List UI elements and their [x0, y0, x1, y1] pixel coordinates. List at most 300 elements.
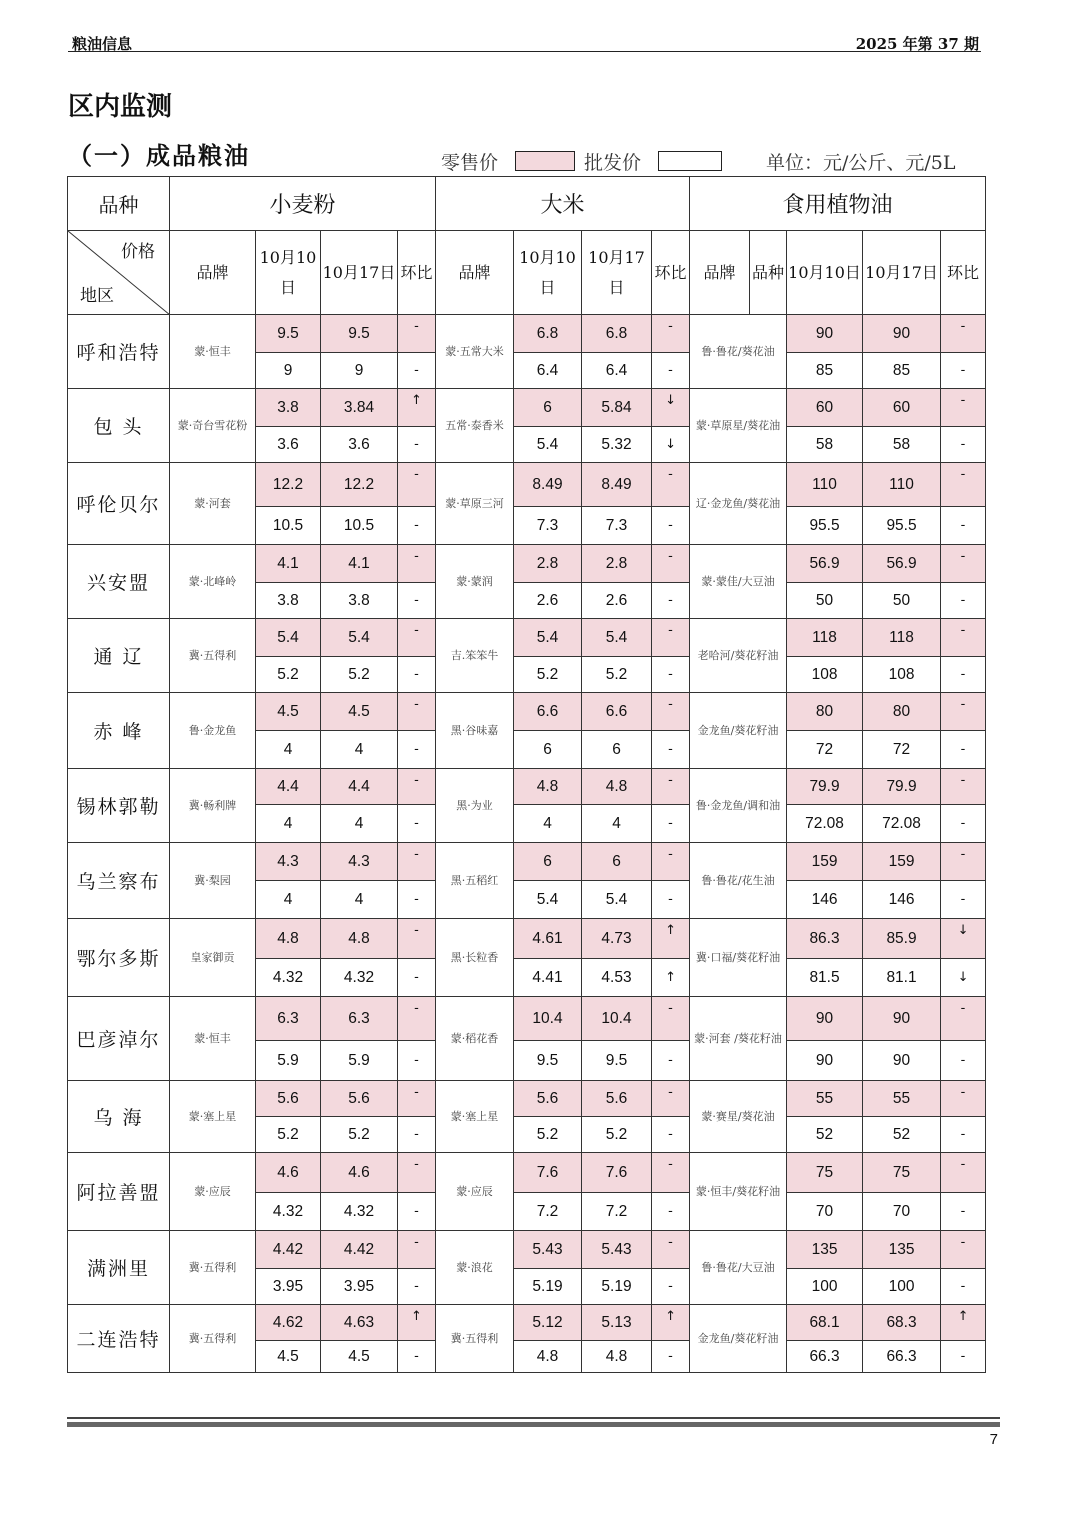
header-wheat-brand: 品牌 — [170, 231, 256, 315]
wheat-brand: 冀·梨园 — [170, 843, 256, 919]
rice-retail-price-oct10: 4.8 — [514, 769, 582, 805]
rice-wholesale-price-oct17: 5.32 — [582, 427, 652, 463]
rice-wholesale-change: - — [652, 881, 690, 919]
rice-retail-change: - — [652, 619, 690, 657]
rice-retail-change: ↓ — [652, 389, 690, 427]
wheat-wholesale-price-oct17: 4.5 — [321, 1341, 398, 1373]
oil-retail-price-oct10: 56.9 — [787, 545, 863, 583]
wheat-retail-price-oct17: 9.5 — [321, 315, 398, 353]
rice-retail-change: - — [652, 545, 690, 583]
oil-retail-change: - — [941, 693, 986, 731]
rice-wholesale-change: - — [652, 657, 690, 693]
wheat-wholesale-price-oct17: 5.2 — [321, 1117, 398, 1153]
oil-wholesale-change: - — [941, 657, 986, 693]
oil-retail-price-oct17: 159 — [863, 843, 941, 881]
oil-retail-price-oct10: 110 — [787, 463, 863, 507]
oil-wholesale-price-oct10: 108 — [787, 657, 863, 693]
wheat-retail-price-oct17: 6.3 — [321, 997, 398, 1041]
wheat-wholesale-price-oct10: 3.95 — [256, 1269, 321, 1305]
rice-wholesale-price-oct10: 6 — [514, 731, 582, 769]
wheat-wholesale-change: - — [398, 805, 436, 843]
rice-brand: 蒙·蒙润 — [436, 545, 514, 619]
rice-wholesale-price-oct17: 7.3 — [582, 507, 652, 545]
wheat-retail-price-oct10: 4.42 — [256, 1231, 321, 1269]
rice-retail-price-oct17: 7.6 — [582, 1153, 652, 1193]
oil-brand: 鲁·鲁花/葵花油 — [690, 315, 787, 389]
region-name: 乌兰察布 — [68, 843, 170, 919]
oil-retail-price-oct10: 159 — [787, 843, 863, 881]
wheat-retail-change: - — [398, 463, 436, 507]
rice-retail-price-oct17: 2.8 — [582, 545, 652, 583]
header-oil-change: 环比 — [941, 231, 986, 315]
region-name: 乌 海 — [68, 1081, 170, 1153]
rice-retail-price-oct17: 10.4 — [582, 997, 652, 1041]
rice-wholesale-change: - — [652, 353, 690, 389]
rice-brand: 蒙·稻花香 — [436, 997, 514, 1081]
header-price: 价格 — [121, 242, 155, 262]
oil-brand: 鲁·鲁花/花生油 — [690, 843, 787, 919]
oil-brand: 蒙·赛星/葵花油 — [690, 1081, 787, 1153]
wheat-retail-price-oct17: 4.42 — [321, 1231, 398, 1269]
oil-retail-price-oct17: 90 — [863, 315, 941, 353]
header-wheat-flour: 小麦粉 — [170, 177, 436, 231]
wheat-brand: 冀·五得利 — [170, 1305, 256, 1373]
oil-retail-price-oct17: 118 — [863, 619, 941, 657]
oil-wholesale-price-oct10: 146 — [787, 881, 863, 919]
rice-retail-price-oct17: 8.49 — [582, 463, 652, 507]
rice-retail-price-oct10: 10.4 — [514, 997, 582, 1041]
oil-retail-price-oct17: 60 — [863, 389, 941, 427]
oil-wholesale-change: - — [941, 507, 986, 545]
oil-retail-price-oct10: 118 — [787, 619, 863, 657]
wheat-wholesale-price-oct17: 3.8 — [321, 583, 398, 619]
wheat-retail-price-oct10: 6.3 — [256, 997, 321, 1041]
wheat-retail-change: - — [398, 315, 436, 353]
oil-retail-price-oct10: 68.1 — [787, 1305, 863, 1341]
wheat-retail-change: - — [398, 769, 436, 805]
wheat-retail-price-oct10: 4.4 — [256, 769, 321, 805]
oil-wholesale-price-oct10: 52 — [787, 1117, 863, 1153]
header-oil-brand: 品牌 — [690, 231, 750, 315]
header-oil-date2: 10月17日 — [863, 231, 941, 315]
wheat-retail-change: ↑ — [398, 389, 436, 427]
oil-retail-price-oct10: 75 — [787, 1153, 863, 1193]
oil-retail-price-oct10: 60 — [787, 389, 863, 427]
rice-wholesale-price-oct17: 6 — [582, 731, 652, 769]
oil-retail-price-oct17: 79.9 — [863, 769, 941, 805]
header-divider — [68, 51, 981, 52]
oil-wholesale-price-oct10: 66.3 — [787, 1341, 863, 1373]
header-region: 地区 — [80, 286, 114, 306]
region-name: 巴彦淖尔 — [68, 997, 170, 1081]
wheat-wholesale-change: - — [398, 583, 436, 619]
rice-wholesale-price-oct17: 5.19 — [582, 1269, 652, 1305]
rice-retail-price-oct10: 6.8 — [514, 315, 582, 353]
rice-retail-price-oct10: 6 — [514, 843, 582, 881]
rice-retail-price-oct10: 4.61 — [514, 919, 582, 959]
rice-wholesale-price-oct10: 5.2 — [514, 657, 582, 693]
oil-wholesale-change: ↓ — [941, 959, 986, 997]
oil-retail-price-oct10: 90 — [787, 997, 863, 1041]
table-row-retail — [68, 1081, 986, 1117]
wheat-retail-price-oct10: 4.62 — [256, 1305, 321, 1341]
wheat-wholesale-price-oct10: 3.8 — [256, 583, 321, 619]
wheat-retail-change: - — [398, 843, 436, 881]
oil-brand: 金龙鱼/葵花籽油 — [690, 693, 787, 769]
oil-brand: 鲁·金龙鱼/调和油 — [690, 769, 787, 843]
oil-brand: 蒙·草原星/葵花油 — [690, 389, 787, 463]
wheat-retail-price-oct17: 3.84 — [321, 389, 398, 427]
rice-retail-price-oct10: 5.12 — [514, 1305, 582, 1341]
oil-retail-price-oct10: 80 — [787, 693, 863, 731]
table-row-retail — [68, 919, 986, 959]
oil-retail-price-oct17: 85.9 — [863, 919, 941, 959]
oil-retail-price-oct17: 75 — [863, 1153, 941, 1193]
wheat-retail-price-oct17: 12.2 — [321, 463, 398, 507]
rice-wholesale-change: - — [652, 507, 690, 545]
rice-retail-price-oct17: 6 — [582, 843, 652, 881]
wheat-retail-price-oct17: 4.5 — [321, 693, 398, 731]
wheat-retail-price-oct17: 4.8 — [321, 919, 398, 959]
header-edible-oil: 食用植物油 — [690, 177, 986, 231]
oil-wholesale-price-oct17: 70 — [863, 1193, 941, 1231]
wheat-retail-price-oct10: 4.3 — [256, 843, 321, 881]
wheat-retail-price-oct10: 5.4 — [256, 619, 321, 657]
rice-wholesale-price-oct17: 9.5 — [582, 1041, 652, 1081]
oil-wholesale-change: - — [941, 1269, 986, 1305]
wheat-retail-price-oct10: 9.5 — [256, 315, 321, 353]
header-rice-date1: 10月10日 — [514, 231, 582, 315]
wheat-wholesale-change: - — [398, 731, 436, 769]
oil-wholesale-price-oct10: 50 — [787, 583, 863, 619]
table-row-retail — [68, 1231, 986, 1269]
oil-wholesale-change: - — [941, 1117, 986, 1153]
header-issue: 2025 年第 37 期 — [855, 35, 979, 53]
region-name: 二连浩特 — [68, 1305, 170, 1373]
oil-wholesale-price-oct17: 95.5 — [863, 507, 941, 545]
oil-wholesale-price-oct17: 58 — [863, 427, 941, 463]
legend-wholesale-swatch — [658, 151, 722, 171]
header-wheat-date2: 10月17日 — [321, 231, 398, 315]
wheat-brand: 蒙·恒丰 — [170, 997, 256, 1081]
table-row-retail — [68, 545, 986, 583]
wheat-wholesale-change: - — [398, 1041, 436, 1081]
rice-retail-change: - — [652, 463, 690, 507]
oil-retail-price-oct17: 68.3 — [863, 1305, 941, 1341]
rice-wholesale-change: - — [652, 1269, 690, 1305]
wheat-wholesale-price-oct10: 4 — [256, 881, 321, 919]
oil-wholesale-price-oct17: 72 — [863, 731, 941, 769]
rice-retail-price-oct10: 5.4 — [514, 619, 582, 657]
region-name: 满洲里 — [68, 1231, 170, 1305]
rice-brand: 冀·五得利 — [436, 1305, 514, 1373]
rice-wholesale-price-oct10: 5.2 — [514, 1117, 582, 1153]
rice-wholesale-price-oct10: 7.3 — [514, 507, 582, 545]
wheat-retail-change: - — [398, 919, 436, 959]
legend-retail-swatch — [515, 151, 575, 171]
oil-retail-change: - — [941, 1081, 986, 1117]
rice-brand: 黑·为业 — [436, 769, 514, 843]
oil-wholesale-price-oct10: 85 — [787, 353, 863, 389]
oil-retail-price-oct17: 55 — [863, 1081, 941, 1117]
header-oil-date1: 10月10日 — [787, 231, 863, 315]
oil-wholesale-price-oct17: 52 — [863, 1117, 941, 1153]
rice-wholesale-change: ↓ — [652, 427, 690, 463]
oil-brand: 金龙鱼/葵花籽油 — [690, 1305, 787, 1373]
oil-wholesale-price-oct10: 72 — [787, 731, 863, 769]
header-rice-date2: 10月17日 — [582, 231, 652, 315]
region-name: 兴安盟 — [68, 545, 170, 619]
oil-retail-price-oct10: 79.9 — [787, 769, 863, 805]
wheat-retail-price-oct17: 4.3 — [321, 843, 398, 881]
wheat-wholesale-price-oct10: 5.2 — [256, 657, 321, 693]
oil-brand: 冀·口福/葵花籽油 — [690, 919, 787, 997]
rice-brand: 黑·五稻红 — [436, 843, 514, 919]
wheat-wholesale-price-oct17: 4 — [321, 731, 398, 769]
header-publication: 粮油信息 — [72, 35, 133, 53]
wheat-brand: 蒙·北峰岭 — [170, 545, 256, 619]
rice-wholesale-price-oct10: 7.2 — [514, 1193, 582, 1231]
wheat-retail-price-oct17: 4.6 — [321, 1153, 398, 1193]
oil-retail-price-oct17: 80 — [863, 693, 941, 731]
rice-retail-price-oct10: 6 — [514, 389, 582, 427]
oil-wholesale-price-oct17: 85 — [863, 353, 941, 389]
table-row-retail — [68, 997, 986, 1041]
wheat-wholesale-price-oct17: 4 — [321, 805, 398, 843]
rice-retail-change: - — [652, 843, 690, 881]
oil-retail-change: - — [941, 545, 986, 583]
oil-retail-price-oct10: 90 — [787, 315, 863, 353]
oil-wholesale-change: - — [941, 1041, 986, 1081]
wheat-wholesale-price-oct17: 4.32 — [321, 1193, 398, 1231]
table-row-retail — [68, 693, 986, 731]
oil-retail-price-oct17: 56.9 — [863, 545, 941, 583]
wheat-retail-change: - — [398, 693, 436, 731]
wheat-wholesale-change: - — [398, 353, 436, 389]
rice-retail-change: - — [652, 1231, 690, 1269]
wheat-brand: 冀·五得利 — [170, 619, 256, 693]
rice-wholesale-change: - — [652, 1117, 690, 1153]
wheat-wholesale-price-oct10: 10.5 — [256, 507, 321, 545]
wheat-wholesale-price-oct10: 4.32 — [256, 959, 321, 997]
oil-wholesale-change: - — [941, 427, 986, 463]
region-name: 阿拉善盟 — [68, 1153, 170, 1231]
oil-brand: 辽·金龙鱼/葵花油 — [690, 463, 787, 545]
oil-retail-change: - — [941, 389, 986, 427]
rice-wholesale-price-oct17: 5.2 — [582, 1117, 652, 1153]
rice-retail-change: - — [652, 315, 690, 353]
rice-retail-price-oct17: 5.4 — [582, 619, 652, 657]
rice-brand: 蒙·草原三河 — [436, 463, 514, 545]
wheat-wholesale-price-oct17: 5.9 — [321, 1041, 398, 1081]
rice-wholesale-price-oct10: 5.4 — [514, 881, 582, 919]
oil-brand: 老哈河/葵花籽油 — [690, 619, 787, 693]
rice-wholesale-price-oct10: 4.41 — [514, 959, 582, 997]
wheat-retail-price-oct17: 4.1 — [321, 545, 398, 583]
table-row-retail — [68, 389, 986, 427]
oil-wholesale-change: - — [941, 731, 986, 769]
oil-retail-change: - — [941, 997, 986, 1041]
rice-retail-change: - — [652, 693, 690, 731]
wheat-wholesale-price-oct17: 9 — [321, 353, 398, 389]
table-row-retail — [68, 463, 986, 507]
rice-wholesale-price-oct10: 4 — [514, 805, 582, 843]
wheat-retail-price-oct10: 4.5 — [256, 693, 321, 731]
wheat-wholesale-price-oct17: 5.2 — [321, 657, 398, 693]
rice-brand: 吉.笨笨牛 — [436, 619, 514, 693]
wheat-wholesale-change: - — [398, 507, 436, 545]
rice-retail-price-oct10: 5.43 — [514, 1231, 582, 1269]
rice-brand: 黑·长粒香 — [436, 919, 514, 997]
wheat-brand: 鲁·金龙鱼 — [170, 693, 256, 769]
wheat-retail-change: - — [398, 1153, 436, 1193]
oil-wholesale-price-oct10: 72.08 — [787, 805, 863, 843]
rice-wholesale-price-oct10: 6.4 — [514, 353, 582, 389]
oil-wholesale-price-oct17: 108 — [863, 657, 941, 693]
rice-wholesale-price-oct17: 4.53 — [582, 959, 652, 997]
header-oil-variety: 品种 — [750, 231, 787, 315]
wheat-wholesale-price-oct10: 4.32 — [256, 1193, 321, 1231]
price-table — [67, 176, 986, 1373]
rice-wholesale-change: ↑ — [652, 959, 690, 997]
oil-retail-price-oct10: 135 — [787, 1231, 863, 1269]
oil-retail-price-oct17: 135 — [863, 1231, 941, 1269]
wheat-brand: 蒙·应辰 — [170, 1153, 256, 1231]
oil-wholesale-price-oct17: 72.08 — [863, 805, 941, 843]
region-name: 呼和浩特 — [68, 315, 170, 389]
rice-retail-change: ↑ — [652, 919, 690, 959]
wheat-wholesale-price-oct10: 5.2 — [256, 1117, 321, 1153]
oil-wholesale-price-oct17: 100 — [863, 1269, 941, 1305]
region-name: 通 辽 — [68, 619, 170, 693]
oil-retail-change: ↓ — [941, 919, 986, 959]
rice-retail-change: - — [652, 997, 690, 1041]
wheat-retail-price-oct17: 5.6 — [321, 1081, 398, 1117]
table-row-retail — [68, 1153, 986, 1193]
wheat-wholesale-change: - — [398, 959, 436, 997]
rice-wholesale-price-oct17: 7.2 — [582, 1193, 652, 1231]
rice-retail-price-oct10: 7.6 — [514, 1153, 582, 1193]
rice-retail-price-oct17: 4.8 — [582, 769, 652, 805]
wheat-wholesale-price-oct17: 10.5 — [321, 507, 398, 545]
section-title: 区内监测 — [68, 92, 173, 122]
table-row-retail — [68, 1305, 986, 1341]
header-variety: 品种 — [68, 177, 170, 231]
oil-retail-price-oct10: 55 — [787, 1081, 863, 1117]
oil-retail-change: - — [941, 1153, 986, 1193]
oil-wholesale-price-oct10: 90 — [787, 1041, 863, 1081]
wheat-retail-price-oct17: 4.4 — [321, 769, 398, 805]
rice-wholesale-price-oct17: 4.8 — [582, 1341, 652, 1373]
rice-wholesale-change: - — [652, 1341, 690, 1373]
oil-wholesale-price-oct10: 81.5 — [787, 959, 863, 997]
oil-retail-price-oct10: 86.3 — [787, 919, 863, 959]
wheat-retail-price-oct10: 12.2 — [256, 463, 321, 507]
oil-retail-change: - — [941, 619, 986, 657]
rice-retail-price-oct10: 8.49 — [514, 463, 582, 507]
wheat-retail-price-oct17: 5.4 — [321, 619, 398, 657]
header-rice-brand: 品牌 — [436, 231, 514, 315]
header-rice-change: 环比 — [652, 231, 690, 315]
oil-retail-change: - — [941, 315, 986, 353]
oil-wholesale-change: - — [941, 1193, 986, 1231]
wheat-wholesale-change: - — [398, 1117, 436, 1153]
header-wheat-change: 环比 — [398, 231, 436, 315]
header-wheat-date1: 10月10日 — [256, 231, 321, 315]
wheat-wholesale-change: - — [398, 881, 436, 919]
oil-brand: 蒙·蒙佳/大豆油 — [690, 545, 787, 619]
oil-retail-change: - — [941, 843, 986, 881]
wheat-brand: 蒙·河套 — [170, 463, 256, 545]
rice-retail-price-oct10: 2.8 — [514, 545, 582, 583]
wheat-brand: 冀·畅利牌 — [170, 769, 256, 843]
wheat-brand: 蒙·恒丰 — [170, 315, 256, 389]
oil-wholesale-price-oct10: 95.5 — [787, 507, 863, 545]
rice-wholesale-price-oct17: 6.4 — [582, 353, 652, 389]
rice-retail-price-oct10: 5.6 — [514, 1081, 582, 1117]
wheat-wholesale-change: - — [398, 1193, 436, 1231]
oil-retail-price-oct17: 90 — [863, 997, 941, 1041]
rice-brand: 黑·谷味嘉 — [436, 693, 514, 769]
oil-wholesale-price-oct10: 100 — [787, 1269, 863, 1305]
rice-retail-change: - — [652, 1081, 690, 1117]
rice-brand: 蒙·五常大米 — [436, 315, 514, 389]
rice-wholesale-change: - — [652, 805, 690, 843]
rice-wholesale-change: - — [652, 1193, 690, 1231]
legend-unit: 单位：元/公斤、元/5L — [766, 152, 956, 174]
wheat-retail-change: - — [398, 1081, 436, 1117]
region-name: 呼伦贝尔 — [68, 463, 170, 545]
wheat-retail-change: ↑ — [398, 1305, 436, 1341]
rice-brand: 蒙·塞上星 — [436, 1081, 514, 1153]
rice-brand: 蒙·浪花 — [436, 1231, 514, 1305]
region-name: 鄂尔多斯 — [68, 919, 170, 997]
wheat-wholesale-price-oct10: 9 — [256, 353, 321, 389]
oil-retail-change: - — [941, 769, 986, 805]
oil-retail-change: - — [941, 463, 986, 507]
oil-wholesale-price-oct17: 146 — [863, 881, 941, 919]
rice-retail-price-oct17: 4.73 — [582, 919, 652, 959]
oil-wholesale-change: - — [941, 1341, 986, 1373]
rice-wholesale-price-oct17: 5.2 — [582, 657, 652, 693]
wheat-wholesale-price-oct17: 4.32 — [321, 959, 398, 997]
wheat-wholesale-change: - — [398, 427, 436, 463]
wheat-retail-change: - — [398, 545, 436, 583]
wheat-brand: 蒙·奇台雪花粉 — [170, 389, 256, 463]
wheat-retail-change: - — [398, 1231, 436, 1269]
rice-retail-change: - — [652, 1153, 690, 1193]
wheat-brand: 冀·五得利 — [170, 1231, 256, 1305]
rice-retail-price-oct17: 5.43 — [582, 1231, 652, 1269]
wheat-wholesale-price-oct10: 4 — [256, 731, 321, 769]
rice-retail-change: ↑ — [652, 1305, 690, 1341]
wheat-retail-change: - — [398, 619, 436, 657]
rice-wholesale-price-oct17: 4 — [582, 805, 652, 843]
oil-wholesale-price-oct17: 66.3 — [863, 1341, 941, 1373]
oil-brand: 鲁·鲁花/大豆油 — [690, 1231, 787, 1305]
oil-wholesale-change: - — [941, 805, 986, 843]
rice-wholesale-price-oct10: 5.4 — [514, 427, 582, 463]
legend-wholesale-label: 批发价 — [584, 152, 642, 174]
oil-retail-change: ↑ — [941, 1305, 986, 1341]
rice-wholesale-price-oct10: 9.5 — [514, 1041, 582, 1081]
rice-brand: 蒙·应辰 — [436, 1153, 514, 1231]
footer-divider-thin — [67, 1417, 1000, 1419]
rice-wholesale-price-oct17: 5.4 — [582, 881, 652, 919]
wheat-wholesale-price-oct10: 4.5 — [256, 1341, 321, 1373]
table-row-retail — [68, 843, 986, 881]
rice-wholesale-price-oct10: 5.19 — [514, 1269, 582, 1305]
